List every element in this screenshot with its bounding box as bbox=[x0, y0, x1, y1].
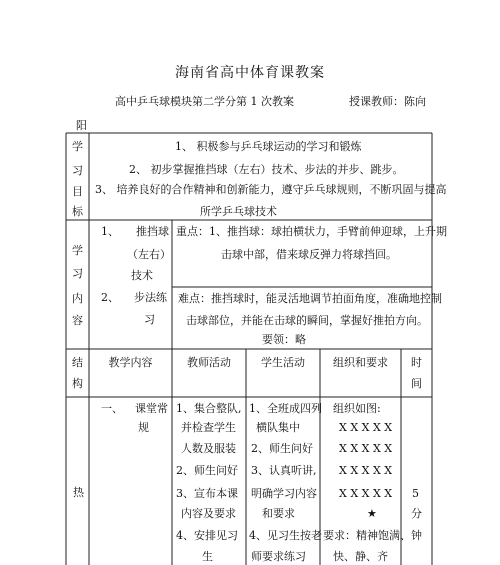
page-title: 海南省高中体育课教案 bbox=[175, 65, 325, 81]
time-unit-2: 钟 bbox=[411, 529, 422, 542]
content-item-1: 推挡球 bbox=[136, 225, 169, 238]
student-activity-line: 1、全班成四列 bbox=[249, 402, 322, 415]
goal-line-4: 所学乒乓球技术 bbox=[200, 205, 277, 218]
student-activity-line: 明确学习内容 bbox=[251, 487, 317, 500]
header-student: 学生活动 bbox=[261, 356, 305, 369]
teacher-activity-line: 1、集合整队, bbox=[176, 402, 242, 415]
content-side-3: 内 bbox=[72, 292, 83, 305]
content-side-2: 习 bbox=[72, 267, 83, 280]
header-structure-2: 构 bbox=[72, 377, 83, 390]
student-activity-line: 师要求练习 bbox=[251, 550, 306, 563]
teacher-activity-line: 人数及服装 bbox=[181, 442, 236, 455]
requirement-line: 要求：精神饱满、 bbox=[323, 529, 411, 542]
lesson-subtitle: 高中乒乓球模块第二学分第 1 次教案 bbox=[115, 95, 294, 108]
goal-line-3: 3、 培养良好的合作精神和创新能力，遵守乒乓球规则，不断巩固与提高 bbox=[95, 183, 447, 196]
goal-line-2: 2、 初步掌握推挡球（左右）技术、步法的并步、跳步。 bbox=[129, 163, 404, 176]
teacher-activity-line: 内容及要求 bbox=[181, 507, 236, 520]
student-activity-line: 4、见习生按老 bbox=[249, 529, 322, 542]
header-structure-1: 结 bbox=[72, 356, 83, 369]
difficulty-line-1: 难点：推挡球时，能灵活地调节拍面角度，准确地控制 bbox=[178, 292, 442, 305]
content-title-cont: 规 bbox=[138, 421, 149, 434]
time-unit-1: 分 bbox=[411, 507, 422, 520]
student-activity-line: 2、师生问好 bbox=[251, 442, 313, 455]
content-item-1-cont: （左右） bbox=[127, 248, 171, 261]
formation-row: X X X X X bbox=[339, 421, 393, 434]
header-teacher: 教师活动 bbox=[187, 356, 231, 369]
section-label: 热 bbox=[73, 486, 84, 499]
teacher-label: 授课教师：陈向 bbox=[349, 95, 426, 108]
teacher-star-icon: ★ bbox=[367, 507, 377, 520]
student-activity-line: 3、认真听讲, bbox=[251, 464, 317, 477]
header-time-2: 间 bbox=[411, 377, 422, 390]
requirement-line: 快、静、齐 bbox=[333, 550, 388, 563]
content-item-2: 步法练 bbox=[134, 291, 167, 304]
essentials-note: 要领：略 bbox=[262, 333, 306, 346]
header-time-1: 时 bbox=[411, 356, 422, 369]
goal-line-1: 1、 积极参与乒乓球运动的学习和锻炼 bbox=[175, 140, 362, 153]
goals-side-2: 习 bbox=[72, 164, 83, 177]
student-activity-line: 横队集中 bbox=[256, 421, 300, 434]
teacher-activity-line: 3、宣布本课 bbox=[176, 487, 238, 500]
content-item-no-1: 1、 bbox=[101, 225, 119, 238]
student-activity-line: 和要求 bbox=[262, 507, 295, 520]
time-value: 5 bbox=[412, 487, 419, 500]
goals-side-3: 目 bbox=[72, 185, 83, 198]
content-side-4: 容 bbox=[72, 314, 83, 327]
content-item-2-cont: 习 bbox=[144, 313, 155, 326]
goals-side-1: 学 bbox=[72, 140, 83, 153]
organization-title: 组织如图: bbox=[333, 402, 381, 415]
formation-row: X X X X X bbox=[339, 464, 393, 477]
teacher-activity-line: 并检查学生 bbox=[181, 421, 236, 434]
teacher-activity-line: 生 bbox=[202, 550, 213, 563]
content-title: 课堂常 bbox=[135, 402, 168, 415]
formation-row: X X X X X bbox=[339, 487, 393, 500]
goals-side-4: 标 bbox=[72, 205, 83, 218]
teacher-activity-line: 4、安排见习 bbox=[176, 529, 238, 542]
teacher-activity-line: 2、师生问好 bbox=[176, 464, 238, 477]
content-item-no-2: 2、 bbox=[101, 291, 119, 304]
content-number: 一、 bbox=[101, 402, 123, 415]
key-point-line-1: 重点：1、推挡球：球拍横状力，手臂前伸迎球，上升期 bbox=[176, 225, 447, 238]
formation-row: X X X X X bbox=[339, 442, 393, 455]
content-item-1-cont: 技术 bbox=[131, 269, 153, 282]
header-content: 教学内容 bbox=[108, 356, 153, 369]
header-organization: 组织和要求 bbox=[333, 356, 388, 369]
content-side-1: 学 bbox=[72, 244, 83, 257]
key-point-line-2: 击球中部，借来球反弹力将球挡回。 bbox=[221, 248, 397, 261]
difficulty-line-2: 击球部位，并能在击球的瞬间，掌握好推拍方向。 bbox=[186, 314, 428, 327]
teacher-name-continued: 阳 bbox=[76, 119, 87, 132]
